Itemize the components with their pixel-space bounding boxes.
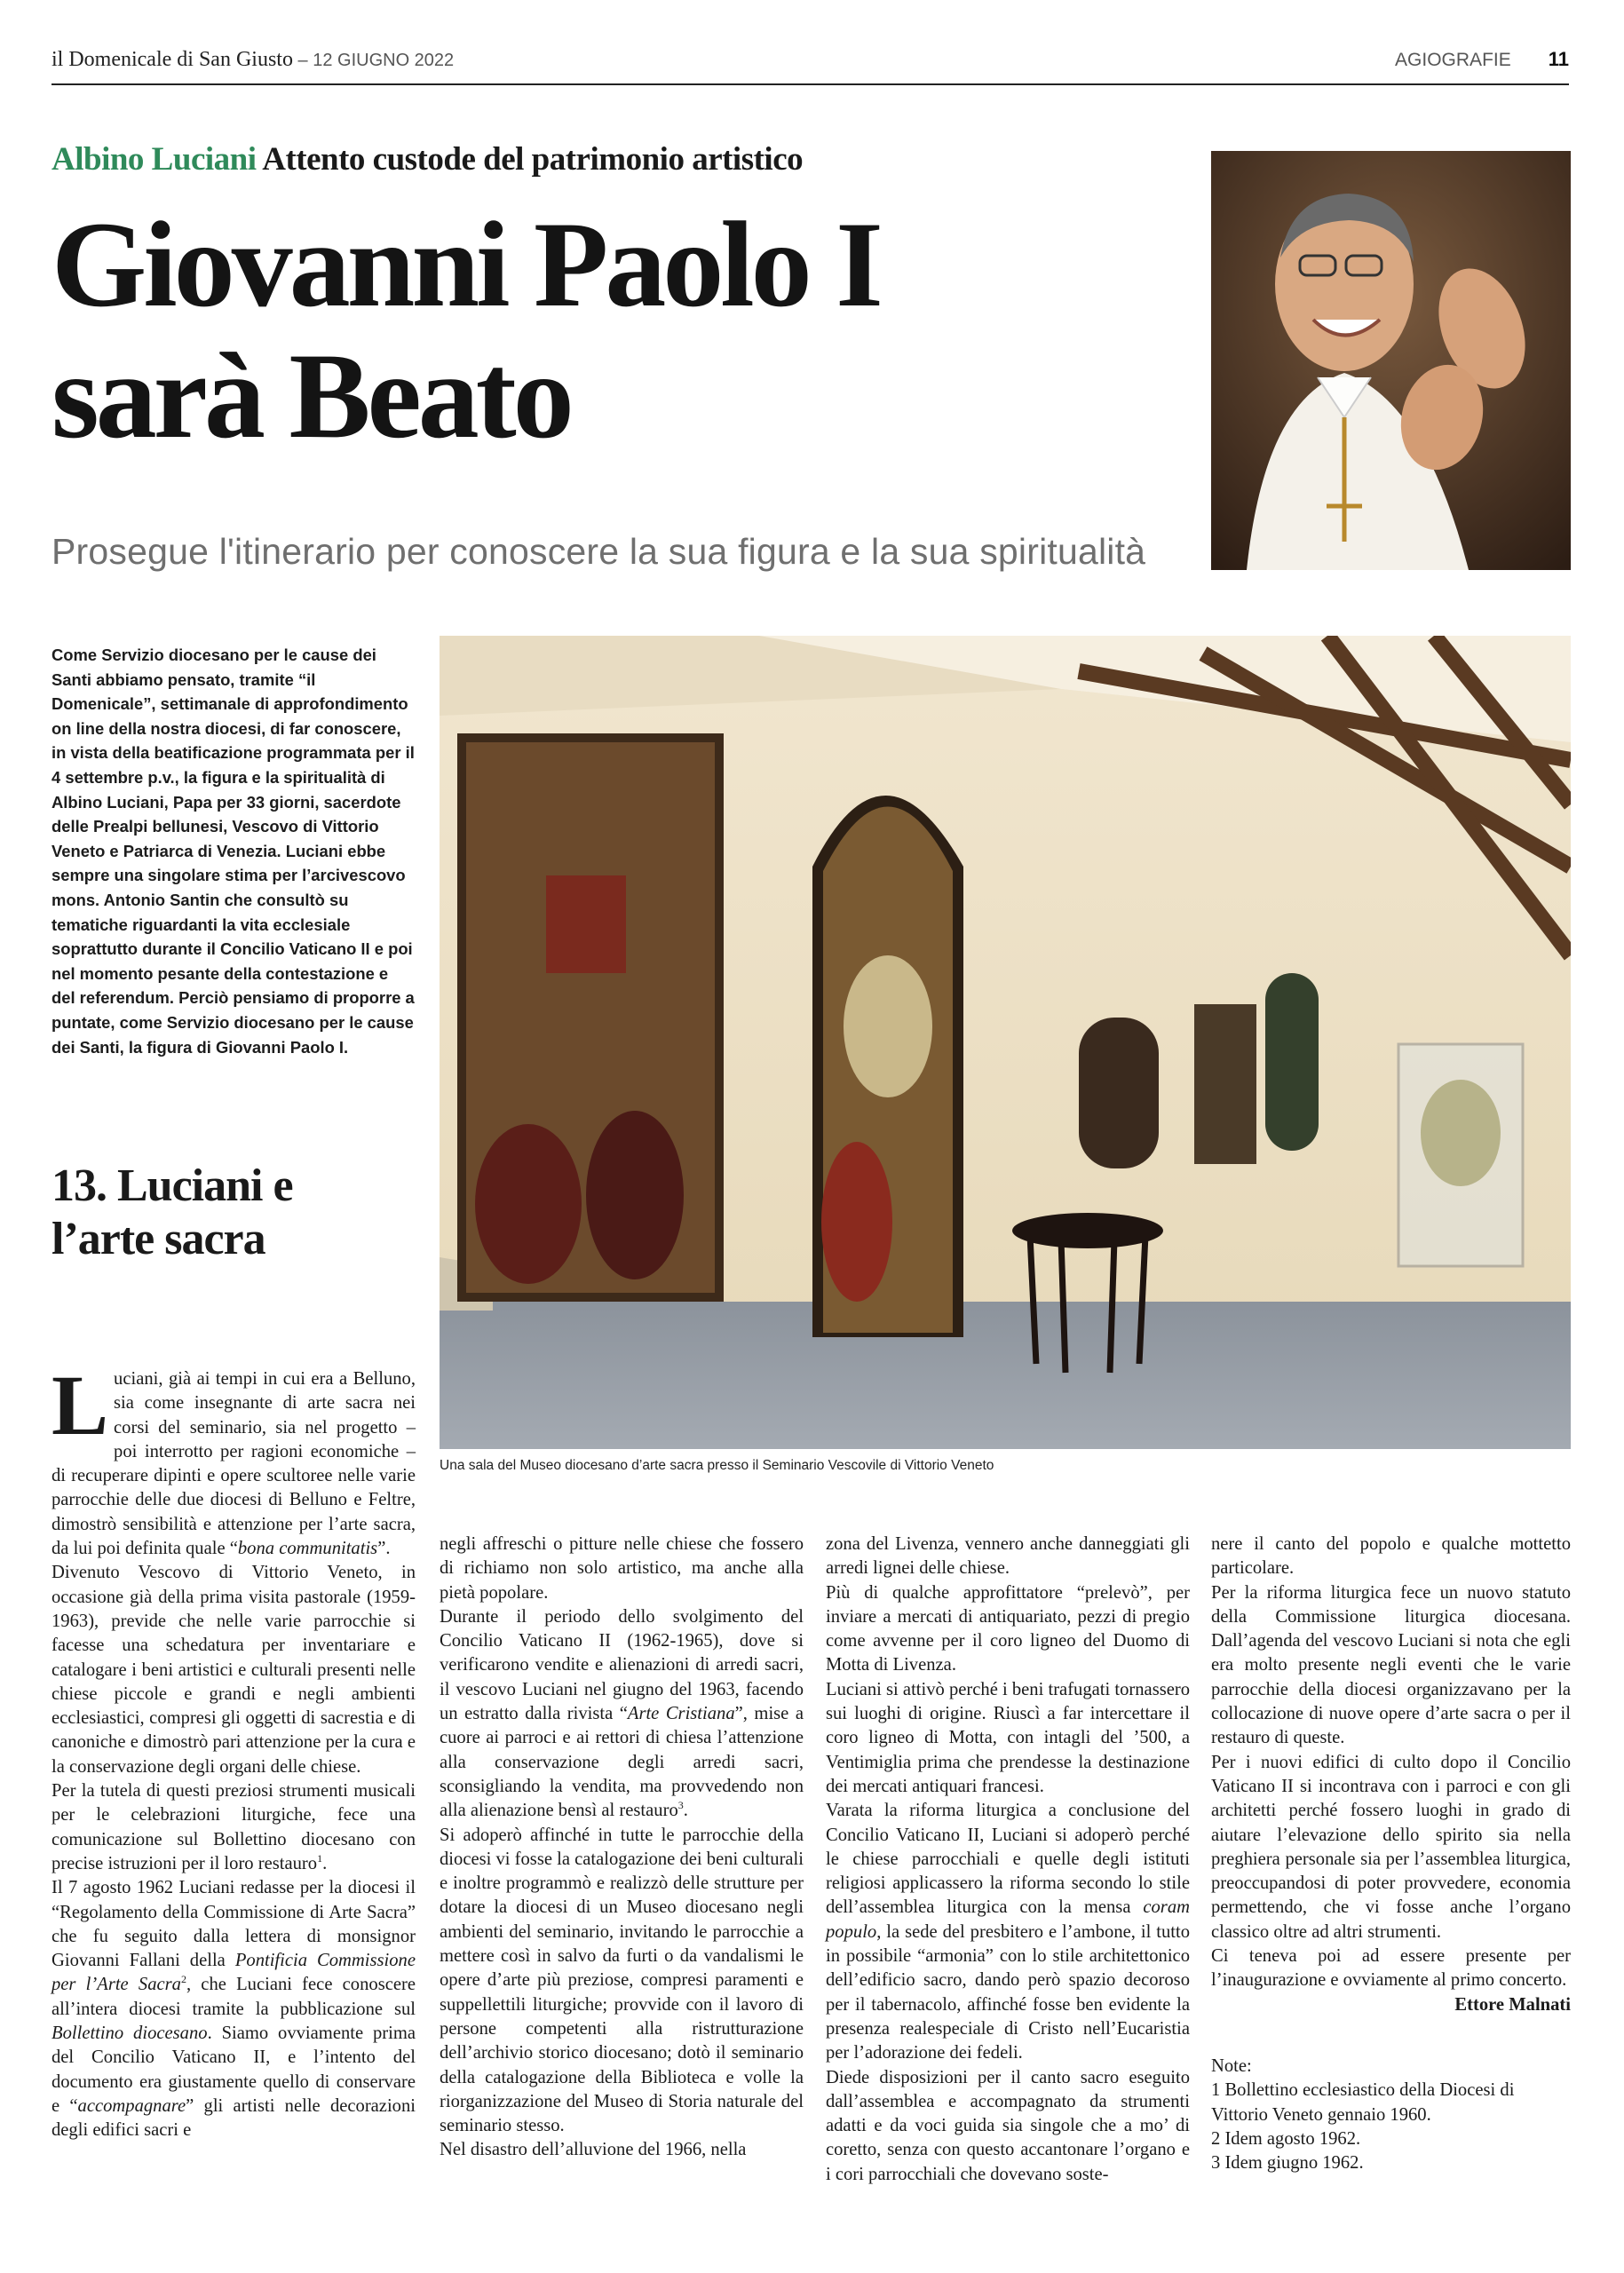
headline-line-1: Giovanni Paolo I <box>51 196 880 332</box>
text: . <box>683 1801 688 1821</box>
text: Il 7 agosto 1962 Luciani redasse per la diocesi il “Regolamento della Commissione di Arte Sacra” che fu seguito dalla lettera di monsignor Giovanni Fallani della <box>51 1878 416 1971</box>
paragraph: Per la riforma liturgica fece un nuovo statuto della Commissione liturgica diocesana. Dall’agenda del vescovo Luciani si nota che egli era molto presente negli eventi che le varie parrocchie della diocesi organizzavano per la collocazione di nuove opere d’arte sacra o per il restauro di queste. <box>1211 1582 1571 1748</box>
footnote: 1 Bollettino ecclesiastico della Diocesi di Vittorio Veneto gennaio 1960. <box>1211 2080 1515 2125</box>
text: , che Luciani fece conoscere all’intera diocesi tramite la pubblicazione sul <box>51 1975 416 2019</box>
museum-illustration <box>440 636 1571 1449</box>
paragraph: Ci teneva poi ad essere presente per l’inaugurazione e ovviamente al primo concerto. <box>1211 1946 1571 1991</box>
footnote-ref: 1 <box>317 1852 323 1865</box>
section-title <box>51 1160 293 1266</box>
museum-photo <box>440 636 1571 1449</box>
paragraph <box>440 1605 804 1824</box>
text: . Siamo ovviamente prima del Concilio Vaticano II, e l’intento del documento era giustamente quello di conservare e “ <box>51 2024 416 2116</box>
text: , la sede del presbitero e l’ambone, il tutto in possibile “armonia” con lo stile architettonico dell’edificio sacro, dando però spazio decoroso per il tabernacolo, affinché fosse ben evidente la presenza realespeciale di Cristo nell’Eucaristia per l’adorazione dei fedeli. <box>826 1921 1190 2063</box>
paragraph: nere il canto del popolo e qualche mottetto particolare. <box>1211 1534 1571 1579</box>
italic-text: Bollettino diocesano <box>51 2024 208 2044</box>
drop-cap: L <box>51 1358 109 1453</box>
body-column-4 <box>1211 1532 1571 2175</box>
footnote: 2 Idem agosto 1962. <box>1211 2128 1361 2149</box>
footnotes <box>1211 2055 1571 2175</box>
portrait-photo <box>1211 151 1571 570</box>
section-title-line-2: l’arte sacra <box>51 1214 265 1264</box>
text: ”. <box>377 1539 391 1559</box>
subtitle: Prosegue l'itinerario per conoscere la sua figura e la sua spiritualità <box>51 531 1146 572</box>
kicker-name: Albino Luciani <box>51 141 257 178</box>
text: ” gli artisti nelle decorazioni degli edifici sacri e <box>51 2095 416 2141</box>
italic-text: accompagnare <box>77 2095 186 2116</box>
footnote-ref: 3 <box>677 1799 684 1812</box>
intro-text: Come Servizio diocesano per le cause dei Santi abbiamo pensato, tramite “il Domenicale”, settimanale di approfondimento on line della nostra diocesi, di far conoscere, in vista della beatificazione programmata per il 4 settembre p.v., la figura e la spiritualità di Albino Luciani, Papa per 33 giorni, sacerdote delle Prealpi bellunesi, Vescovo di Vittorio Veneto e Patriarca di Venezia. Luciani ebbe sempre una singolare stima per l’arcivescovo mons. Antonio Santin che consultò su tematiche riguardanti la vita ecclesiale soprattutto durante il Concilio Vaticano II e poi nel momento pesante della contestazione e del referendum. Perciò pensiamo di proporre a puntate, come Servizio diocesano per le cause dei Santi, la figura di Giovanni Paolo I. <box>51 645 415 1057</box>
italic-text: bona communitatis <box>237 1539 378 1559</box>
page-number: 11 <box>1548 48 1569 70</box>
body-column-1 <box>51 1358 416 2143</box>
italic-text: Arte Cristiana <box>627 1704 735 1724</box>
body-column-3 <box>826 1532 1190 2187</box>
paragraph: Per i nuovi edifici di culto dopo il Concilio Vaticano II si incontrava con i parroci e con gli architetti perché fossero luoghi in grado di aiutare l’elevazione dello spirito sia nella preghiera personale sia per l’assemblea liturgica, preoccupandosi di poter provvedere, economia permettendo, che vi fosse anche l’organo classico oltre ad altri strumenti. <box>1211 1752 1571 1942</box>
portrait-illustration <box>1211 151 1571 570</box>
text: Durante il periodo dello svolgimento del Concilio Vaticano II (1962-1965), dove si verificarono vendite e alienazioni di arredi sacri, il vescovo Luciani nel giugno del 1963, facendo un estratto dalla rivista “ <box>440 1606 804 1724</box>
text: Varata la riforma liturgica a conclusione del Concilio Vaticano II, Luciani si adoperò perché le chiese parrocchiali e quelle degli istituti religiosi applicassero la riforma secondo lo stile dell’assemblea liturgica con la mensa <box>826 1801 1190 1918</box>
paragraph: Nel disastro dell’alluvione del 1966, nella <box>440 2140 747 2160</box>
section-name: AGIOGRAFIE <box>1395 50 1511 70</box>
headline <box>51 196 1179 463</box>
paragraph <box>826 1799 1190 2065</box>
section-title-line-1: 13. Luciani e <box>51 1160 293 1211</box>
paragraph: negli affreschi o pitture nelle chiese che fossero di richiamo non solo artistico, ma anche alla pietà popolare. <box>440 1534 804 1603</box>
paragraph: Diede disposizioni per il canto sacro eseguito dall’assemblea e accompagnato da strumenti adatti e da voci guida sia singole che a mo’ di coretto, senza con questo accantonare l’organo e i cori parrocchiali che dovevano soste- <box>826 2067 1190 2184</box>
paragraph <box>51 1876 416 2142</box>
paragraph <box>51 1779 416 1876</box>
headline-line-2: sarà Beato <box>51 328 571 463</box>
text: . <box>322 1853 328 1873</box>
italic-text: coram populo <box>826 1897 1190 1942</box>
paragraph: Più di qualche approfittatore “prelevò”, per inviare a mercati di antiquariato, pezzi di pregio come avvenne per il coro ligneo del Duomo di Motta di Livenza. <box>826 1582 1190 1675</box>
running-header <box>51 48 1569 85</box>
section-label <box>1395 48 1569 71</box>
paragraph: Si adoperò affinché in tutte le parrocchie della diocesi vi fosse la catalogazione dei beni culturali e inoltre programmò e realizzò delle strutture per dotare la diocesi di un Museo diocesano negli ambienti del seminario, invitando le parrocchie a mettere così in salvo da furti o da vandalismi le opere d’arte più preziose, compresi paramenti e suppellettili liturgiche; provvide con il lavoro di persone competenti alla ristrutturazione dell’archivio storico diocesano; dotò il seminario della catalogazione della Biblioteca e volle la riorganizzazione del Museo di Storia naturale del seminario stesso. <box>440 1825 804 2136</box>
publication-line <box>51 48 454 72</box>
notes-title: Note: <box>1211 2055 1252 2076</box>
text: uciani, già ai tempi in cui era a Belluno, sia come insegnante di arte sacra nei corsi del seminario, sia nel progetto – poi interrotto per ragioni economiche – di recuperare dipinti e opere scultoree nelle varie parrocchie delle due diocesi di Belluno e Feltre, dimostrò sensibilità e attenzione per l’arte sacra, da lui poi definita quale “ <box>51 1369 416 1559</box>
issue-date: – 12 GIUGNO 2022 <box>292 51 455 70</box>
author-signature: Ettore Malnati <box>1454 1994 1571 2015</box>
footnote: 3 Idem giugno 1962. <box>1211 2153 1364 2174</box>
publication-name: il Domenicale di San Giusto <box>51 48 293 71</box>
photo-caption: Una sala del Museo diocesano d’arte sacra presso il Seminario Vescovile di Vittorio Veneto <box>440 1458 994 1473</box>
text: Per la tutela di questi preziosi strumenti musicali per le celebrazioni liturgiche, fece una comunicazione sul Bollettino diocesano con precise istruzioni per il loro restauro <box>51 1781 416 1873</box>
paragraph: Divenuto Vescovo di Vittorio Veneto, in occasione già della prima visita pastorale (1959- 1963), previde che nelle varie parrocchie si facesse una schedatura per inventariare e catalogare i beni artistici e culturali presenti nelle chiese piccole e grandi e negli ambienti ecclesiastici, compresi gli oggetti di sacrestia e di canoniche e dimostrò pari attenzione per la cura e la conservazione degli organi delle chiese. <box>51 1563 416 1777</box>
footnote-ref: 2 <box>180 1973 186 1986</box>
kicker-text: Attento custode del patrimonio artistico <box>256 141 804 178</box>
text: ”, mise a cuore ai parroci e ai rettori di chiesa l’attenzione alla conservazione degli arredi sacri, sconsigliando la vendita, ma provvedendo non alla alienazione bensì al restauro <box>440 1704 804 1821</box>
kicker <box>51 140 803 178</box>
paragraph <box>51 1358 416 1561</box>
italic-text: Pontificia Commissione per l’Arte Sacra <box>51 1951 416 1995</box>
body-column-2 <box>440 1532 804 2163</box>
paragraph: Luciani si attivò perché i beni trafugati tornassero sui luoghi di origine. Riuscì a far intercettare il coro ligneo di Motta, con intagli del ’500, a Ventimiglia prima che prendesse la destinazione dei mercati antiquari francesi. <box>826 1679 1191 1796</box>
paragraph: zona del Livenza, vennero anche danneggiati gli arredi lignei delle chiese. <box>826 1534 1190 1579</box>
